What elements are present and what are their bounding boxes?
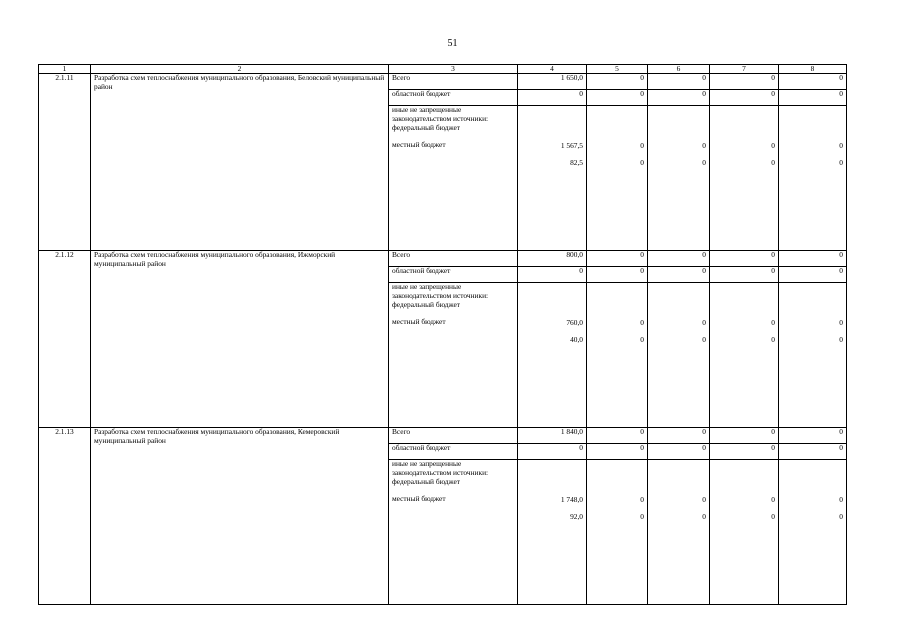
federal-label: федеральный бюджет [392,299,461,309]
header-cell: 8 [779,65,847,74]
value-cell: 0 [648,251,710,267]
local-label: местный бюджет [392,139,446,149]
regional-label: областной бюджет [389,267,518,283]
federal-value: 0 [839,318,843,327]
value-cell: 0 [710,90,779,106]
header-cell: 7 [710,65,779,74]
value-cell: 0 [587,90,648,106]
item-number: 2.1.12 [39,251,91,428]
federal-value: 1 748,0 [560,495,583,504]
value-cell: 1 650,0 [518,74,587,90]
federal-value: 0 [702,318,706,327]
value-cell [518,283,587,428]
other-sources-cell [389,283,518,428]
value-cell [587,283,648,428]
other-sources-cell [389,460,518,605]
local-value: 0 [771,512,775,521]
header-cell: 6 [648,65,710,74]
other-sources-label: иные не запрещенные законодательством источники: [392,459,489,477]
value-cell [779,106,847,251]
local-value: 0 [640,335,644,344]
value-cell [779,283,847,428]
federal-value: 0 [640,141,644,150]
value-cell [648,283,710,428]
value-cell: 0 [648,267,710,283]
federal-value: 760,0 [566,318,583,327]
value-cell: 0 [648,74,710,90]
value-cell: 0 [710,428,779,444]
value-cell [779,460,847,605]
header-cell: 5 [587,65,648,74]
local-value: 0 [839,158,843,167]
value-cell: 0 [779,90,847,106]
header-cell: 2 [91,65,389,74]
total-label: Всего [389,428,518,444]
total-label: Всего [389,251,518,267]
local-value: 0 [702,158,706,167]
regional-label: областной бюджет [389,90,518,106]
value-cell [587,460,648,605]
federal-value: 0 [640,318,644,327]
table-row [39,251,847,267]
value-cell: 0 [710,251,779,267]
value-cell: 0 [779,444,847,460]
item-name: Разработка схем теплоснабжения муниципального образования, Кемеровский муниципальный район [91,428,389,605]
federal-value: 0 [702,141,706,150]
value-cell: 0 [587,428,648,444]
federal-label: федеральный бюджет [392,476,461,486]
value-cell [518,460,587,605]
value-cell [648,460,710,605]
table-row [39,74,847,90]
value-cell [710,106,779,251]
value-cell: 0 [587,74,648,90]
item-name: Разработка схем теплоснабжения муниципального образования, Ижморский муниципальный район [91,251,389,428]
value-cell: 0 [779,251,847,267]
local-label: местный бюджет [392,493,446,503]
other-sources-cell [389,106,518,251]
value-cell: 0 [710,444,779,460]
page-number: 51 [447,38,458,49]
local-value: 0 [702,512,706,521]
header-cell: 4 [518,65,587,74]
value-cell: 0 [518,90,587,106]
federal-value: 1 567,5 [560,141,583,150]
value-cell: 0 [710,267,779,283]
local-value: 0 [640,512,644,521]
value-cell [518,106,587,251]
local-value: 0 [839,335,843,344]
local-value: 0 [771,158,775,167]
budget-table [38,64,847,605]
value-cell [648,106,710,251]
value-cell: 0 [648,90,710,106]
value-cell: 0 [779,267,847,283]
federal-value: 0 [771,141,775,150]
regional-label: областной бюджет [389,444,518,460]
table-header-row [39,65,847,74]
local-value: 92,0 [570,512,583,521]
item-number: 2.1.11 [39,74,91,251]
value-cell: 0 [710,74,779,90]
value-cell: 0 [648,428,710,444]
value-cell: 0 [587,267,648,283]
federal-value: 0 [702,495,706,504]
value-cell [587,106,648,251]
local-value: 0 [839,512,843,521]
table-body [39,74,847,605]
local-label: местный бюджет [392,316,446,326]
value-cell: 800,0 [518,251,587,267]
federal-value: 0 [839,495,843,504]
header-cell: 1 [39,65,91,74]
value-cell: 0 [518,267,587,283]
value-cell: 1 840,0 [518,428,587,444]
local-value: 0 [640,158,644,167]
value-cell: 0 [648,444,710,460]
table-row [39,428,847,444]
local-value: 0 [702,335,706,344]
item-number: 2.1.13 [39,428,91,605]
federal-value: 0 [640,495,644,504]
value-cell: 0 [779,74,847,90]
local-value: 0 [771,335,775,344]
local-value: 82,5 [570,158,583,167]
local-value: 40,0 [570,335,583,344]
item-name: Разработка схем теплоснабжения муниципального образования, Беловский муниципальный район [91,74,389,251]
other-sources-label: иные не запрещенные законодательством источники: [392,105,489,123]
total-label: Всего [389,74,518,90]
value-cell [710,460,779,605]
value-cell [710,283,779,428]
federal-value: 0 [771,318,775,327]
header-cell: 3 [389,65,518,74]
value-cell: 0 [587,251,648,267]
value-cell: 0 [587,444,648,460]
other-sources-label: иные не запрещенные законодательством источники: [392,282,489,300]
value-cell: 0 [779,428,847,444]
federal-value: 0 [771,495,775,504]
federal-label: федеральный бюджет [392,122,461,132]
federal-value: 0 [839,141,843,150]
value-cell: 0 [518,444,587,460]
